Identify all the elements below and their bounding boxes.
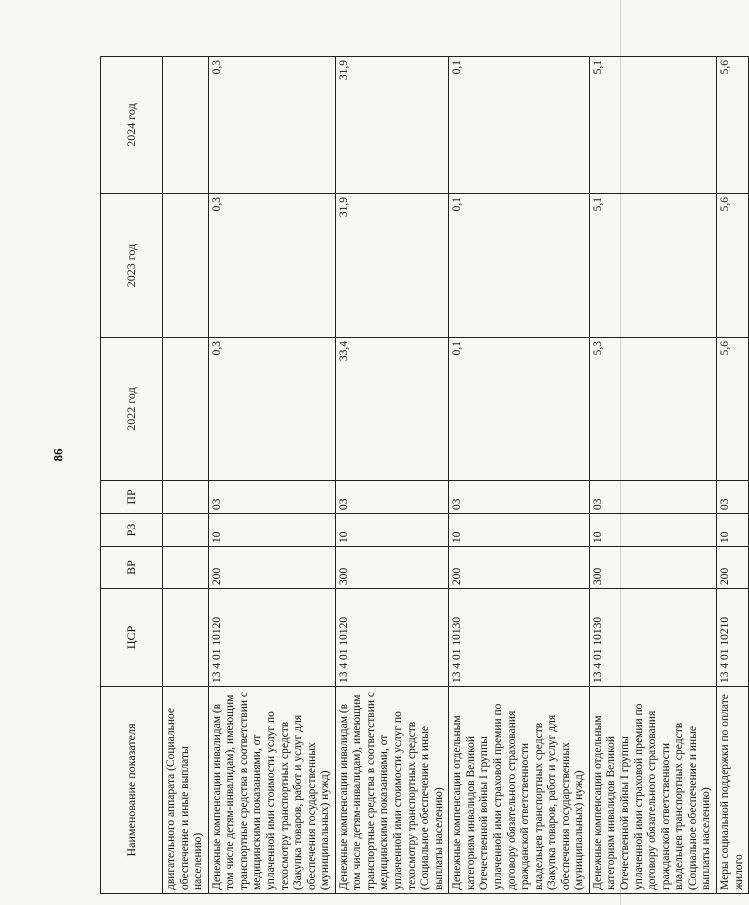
cell-2024: 5,1 [589, 57, 716, 194]
rotated-table-container [100, 57, 745, 894]
cell-vr [163, 547, 209, 589]
table-header-row [101, 57, 163, 894]
header-rz: РЗ [101, 514, 163, 547]
cell-2022: 5,6 [716, 338, 748, 481]
cell-2023: 5,6 [716, 194, 748, 338]
cell-pr: 03 [589, 481, 716, 514]
table-row [208, 57, 335, 894]
header-vr: ВР [101, 547, 163, 589]
table-row [449, 57, 590, 894]
cell-2023: 0,3 [208, 194, 335, 338]
cell-pr: 03 [208, 481, 335, 514]
header-2022: 2022 год [101, 338, 163, 481]
cell-2024: 0,3 [208, 57, 335, 194]
cell-csr: 13 4 01 10130 [449, 589, 590, 687]
cell-rz: 10 [335, 514, 449, 547]
header-2024: 2024 год [101, 57, 163, 194]
cell-csr: 13 4 01 10130 [589, 589, 716, 687]
cell-name: Денежные компенсации инвалидам (в том числе детям-инвалидам), имеющим транспортные средства в соответствии с медицинскими показаниями, от уплаченной ими стоимости услуг по техосмотру транспортных средств (Социальное обеспечение и иные выплаты населению) [335, 687, 449, 894]
cell-pr: 03 [335, 481, 449, 514]
cell-rz: 10 [208, 514, 335, 547]
cell-csr: 13 4 01 10210 [716, 589, 748, 687]
cell-vr: 300 [589, 547, 716, 589]
cell-rz: 10 [589, 514, 716, 547]
cell-vr: 300 [335, 547, 449, 589]
cell-2024: 5,6 [716, 57, 748, 194]
cell-2023: 5,1 [589, 194, 716, 338]
cell-rz: 10 [449, 514, 590, 547]
cell-vr: 200 [716, 547, 748, 589]
page-number: 86 [50, 448, 66, 462]
cell-csr: 13 4 01 10120 [208, 589, 335, 687]
header-csr: ЦСР [101, 589, 163, 687]
budget-table [100, 56, 749, 894]
cell-pr [163, 481, 209, 514]
cell-2024: 31,9 [335, 57, 449, 194]
cell-2022: 5,3 [589, 338, 716, 481]
cell-csr [163, 589, 209, 687]
cell-name: Денежные компенсации отдельным категориям инвалидов Великой Отечественной войны I группы уплаченной ими страховой премии по договору обязательного страхования гражданской ответственности владельцев транспортных средств (Социальное обеспечение и иные выплаты населению) [589, 687, 716, 894]
cell-2023 [163, 194, 209, 338]
table-row [716, 57, 748, 894]
cell-2024 [163, 57, 209, 194]
cell-pr: 03 [449, 481, 590, 514]
cell-name: двигательного аппарата (Социальное обеспечение и иные выплаты населению) [163, 687, 209, 894]
cell-vr: 200 [449, 547, 590, 589]
cell-name: Меры социальной поддержки по оплате жилого [716, 687, 748, 894]
cell-pr: 03 [716, 481, 748, 514]
cell-name: Денежные компенсации инвалидам (в том числе детям-инвалидам), имеющим транспортные средства в соответствии с медицинскими показаниями, от уплаченной ими стоимости услуг по техосмотру транспортных средств (Закупка товаров, работ и услуг для обеспечения государственных (муниципальных) нужд) [208, 687, 335, 894]
cell-2022: 0,3 [208, 338, 335, 481]
header-2023: 2023 год [101, 194, 163, 338]
cell-2023: 31,9 [335, 194, 449, 338]
cell-rz: 10 [716, 514, 748, 547]
table-row [163, 57, 209, 894]
cell-vr: 200 [208, 547, 335, 589]
cell-csr: 13 4 01 10120 [335, 589, 449, 687]
cell-rz [163, 514, 209, 547]
cell-2022: 0,1 [449, 338, 590, 481]
table-row [589, 57, 716, 894]
cell-2024: 0,1 [449, 57, 590, 194]
cell-2022 [163, 338, 209, 481]
header-pr: ПР [101, 481, 163, 514]
cell-2023: 0,1 [449, 194, 590, 338]
cell-2022: 33,4 [335, 338, 449, 481]
cell-name: Денежные компенсации отдельным категориям инвалидов Великой Отечественной войны I группы уплаченной ими страховой премии по договору обязательного страхования гражданской ответственности владельцев транспортных средств (Закупка товаров, работ и услуг для обеспечения государственных (муниципальных) нужд) [449, 687, 590, 894]
header-name: Наименование показателя [101, 687, 163, 894]
table-row [335, 57, 449, 894]
